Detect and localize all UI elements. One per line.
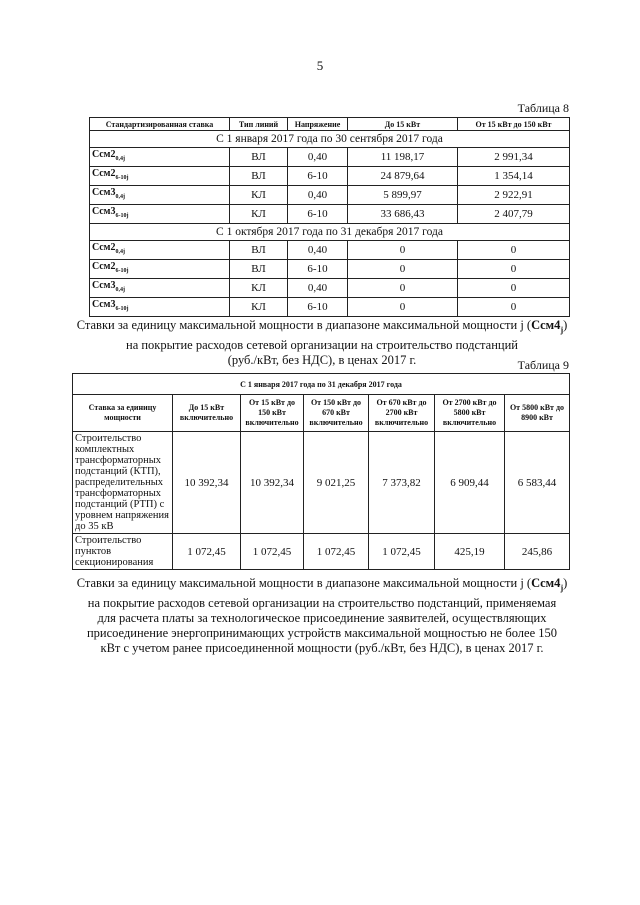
heading-line: на покрытие расходов сетевой организации на строительство подстанций bbox=[126, 337, 518, 352]
rate-value: 9 021,25 bbox=[304, 432, 369, 534]
table-row bbox=[73, 432, 570, 534]
table-row bbox=[90, 260, 570, 279]
rate-15-150kw: 0 bbox=[458, 298, 570, 317]
rate-symbol: $Cсм2_{0,4j}$ bbox=[90, 241, 230, 260]
rate-15-150kw: 1 354,14 bbox=[458, 167, 570, 186]
heading-line: присоединение энергопринимающих устройств максимальной мощностью не более 150 bbox=[86, 625, 558, 640]
voltage: 6-10 bbox=[288, 260, 348, 279]
rate-upto-15kw: 0 bbox=[348, 298, 458, 317]
table8 bbox=[89, 117, 570, 317]
table9-header: От 2700 кВт до 5800 кВт включительно bbox=[435, 395, 505, 432]
rate-symbol: $Cсм3_{6-10j}$ bbox=[90, 298, 230, 317]
table-row bbox=[90, 241, 570, 260]
rate-value: 1 072,45 bbox=[241, 534, 304, 570]
table9-header: От 150 кВт до 670 кВт включительно bbox=[304, 395, 369, 432]
rate-upto-15kw: 11 198,17 bbox=[348, 148, 458, 167]
table8-header: От 15 кВт до 150 кВт bbox=[458, 118, 570, 131]
rate-15-150kw: 2 407,79 bbox=[458, 205, 570, 224]
voltage: 0,40 bbox=[288, 241, 348, 260]
table-row bbox=[90, 279, 570, 298]
heading-line: кВт с учетом ранее присоединенной мощности (руб./кВт, без НДС), в ценах 2017 г. bbox=[100, 640, 544, 655]
voltage: 6-10 bbox=[288, 167, 348, 186]
rate-value: 1 072,45 bbox=[304, 534, 369, 570]
table8-header: Стандартизированная ставка bbox=[90, 118, 230, 131]
line-type: ВЛ bbox=[230, 167, 288, 186]
table8-period-row bbox=[90, 131, 570, 148]
voltage: 6-10 bbox=[288, 205, 348, 224]
rate-value: 6 909,44 bbox=[435, 432, 505, 534]
table9-header: До 15 кВт включительно bbox=[173, 395, 241, 432]
table-row bbox=[90, 205, 570, 224]
page-number: 5 bbox=[316, 58, 324, 73]
table8-header-row bbox=[90, 118, 570, 131]
rate-15-150kw: 0 bbox=[458, 241, 570, 260]
rate-symbol: $Cсм2_{0,4j}$ bbox=[90, 148, 230, 167]
line-type: ВЛ bbox=[230, 148, 288, 167]
rate-15-150kw: 0 bbox=[458, 260, 570, 279]
rate-description: Строительство пунктов секционирования bbox=[73, 534, 173, 570]
rate-upto-15kw: 0 bbox=[348, 241, 458, 260]
table9 bbox=[72, 373, 570, 570]
heading-line: для расчета платы за технологическое присоединение заявителей, осуществляющих bbox=[97, 610, 547, 625]
table9-header-row bbox=[73, 395, 570, 432]
table9-body bbox=[73, 374, 570, 570]
table8-body bbox=[90, 131, 570, 317]
line-type: ВЛ bbox=[230, 260, 288, 279]
table8-period: С 1 января 2017 года по 30 сентября 2017 года bbox=[90, 131, 570, 148]
line-type: КЛ bbox=[230, 298, 288, 317]
rate-value: 245,86 bbox=[505, 534, 570, 570]
line-type: КЛ bbox=[230, 279, 288, 298]
line-type: ВЛ bbox=[230, 241, 288, 260]
table8-label: Таблица 8 bbox=[517, 101, 569, 115]
voltage: 0,40 bbox=[288, 186, 348, 205]
rate-value: 7 373,82 bbox=[369, 432, 435, 534]
table9-header: От 670 кВт до 2700 кВт включительно bbox=[369, 395, 435, 432]
rate-value: 10 392,34 bbox=[241, 432, 304, 534]
rate-symbol: $Cсм2_{6-10j}$ bbox=[90, 167, 230, 186]
table9-header: Ставка за единицу мощности bbox=[73, 395, 173, 432]
table9-period-row bbox=[73, 374, 570, 395]
heading-line: Ставки за единицу максимальной мощности в диапазоне максимальной мощности j $(Cсм4_j)$ bbox=[76, 576, 568, 593]
heading-line: (руб./кВт, без НДС), в ценах 2017 г. bbox=[227, 352, 417, 367]
rate-15-150kw: 2 922,91 bbox=[458, 186, 570, 205]
table8-header: Напряжение bbox=[288, 118, 348, 131]
rate-upto-15kw: 5 899,97 bbox=[348, 186, 458, 205]
rate-15-150kw: 0 bbox=[458, 279, 570, 298]
table8-header: До 15 кВт bbox=[348, 118, 458, 131]
table9-header: От 15 кВт до 150 кВт включительно bbox=[241, 395, 304, 432]
line-type: КЛ bbox=[230, 205, 288, 224]
table8-header: Тип линий bbox=[230, 118, 288, 131]
rate-value: 1 072,45 bbox=[173, 534, 241, 570]
voltage: 6-10 bbox=[288, 298, 348, 317]
rate-symbol: $Cсм3_{0,4j}$ bbox=[90, 279, 230, 298]
table-row bbox=[90, 148, 570, 167]
table9-period: С 1 января 2017 года по 31 декабря 2017 года bbox=[73, 374, 570, 395]
rate-symbol: $Cсм2_{6-10j}$ bbox=[90, 260, 230, 279]
rate-symbol: $Cсм3_{6-10j}$ bbox=[90, 205, 230, 224]
rate-upto-15kw: 0 bbox=[348, 279, 458, 298]
table-row bbox=[90, 167, 570, 186]
rate-upto-15kw: 33 686,43 bbox=[348, 205, 458, 224]
rate-value: 6 583,44 bbox=[505, 432, 570, 534]
table9-label: Таблица 9 bbox=[517, 358, 569, 372]
table-row bbox=[90, 186, 570, 205]
rate-value: 1 072,45 bbox=[369, 534, 435, 570]
line-type: КЛ bbox=[230, 186, 288, 205]
table8-period-row bbox=[90, 224, 570, 241]
heading-line: на покрытие расходов сетевой организации на строительство подстанций, применяемая bbox=[87, 595, 557, 610]
table-row bbox=[90, 298, 570, 317]
rate-value: 10 392,34 bbox=[173, 432, 241, 534]
voltage: 0,40 bbox=[288, 279, 348, 298]
rate-description: Строительство комплектных трансформаторных подстанций (КТП), распределительных трансформаторных подстанций (РТП) с уровнем напряжения до 35 кВ bbox=[73, 432, 173, 534]
table8-period: С 1 октября 2017 года по 31 декабря 2017 года bbox=[90, 224, 570, 241]
rate-symbol: $Cсм3_{0,4j}$ bbox=[90, 186, 230, 205]
table-row bbox=[73, 534, 570, 570]
heading-line: Ставки за единицу максимальной мощности в диапазоне максимальной мощности j $(Cсм4_j)$ bbox=[76, 318, 568, 335]
rate-15-150kw: 2 991,34 bbox=[458, 148, 570, 167]
voltage: 0,40 bbox=[288, 148, 348, 167]
rate-value: 425,19 bbox=[435, 534, 505, 570]
rate-upto-15kw: 0 bbox=[348, 260, 458, 279]
rate-upto-15kw: 24 879,64 bbox=[348, 167, 458, 186]
table9-header: От 5800 кВт до 8900 кВт bbox=[505, 395, 570, 432]
heading-rates-150kw bbox=[72, 576, 572, 656]
